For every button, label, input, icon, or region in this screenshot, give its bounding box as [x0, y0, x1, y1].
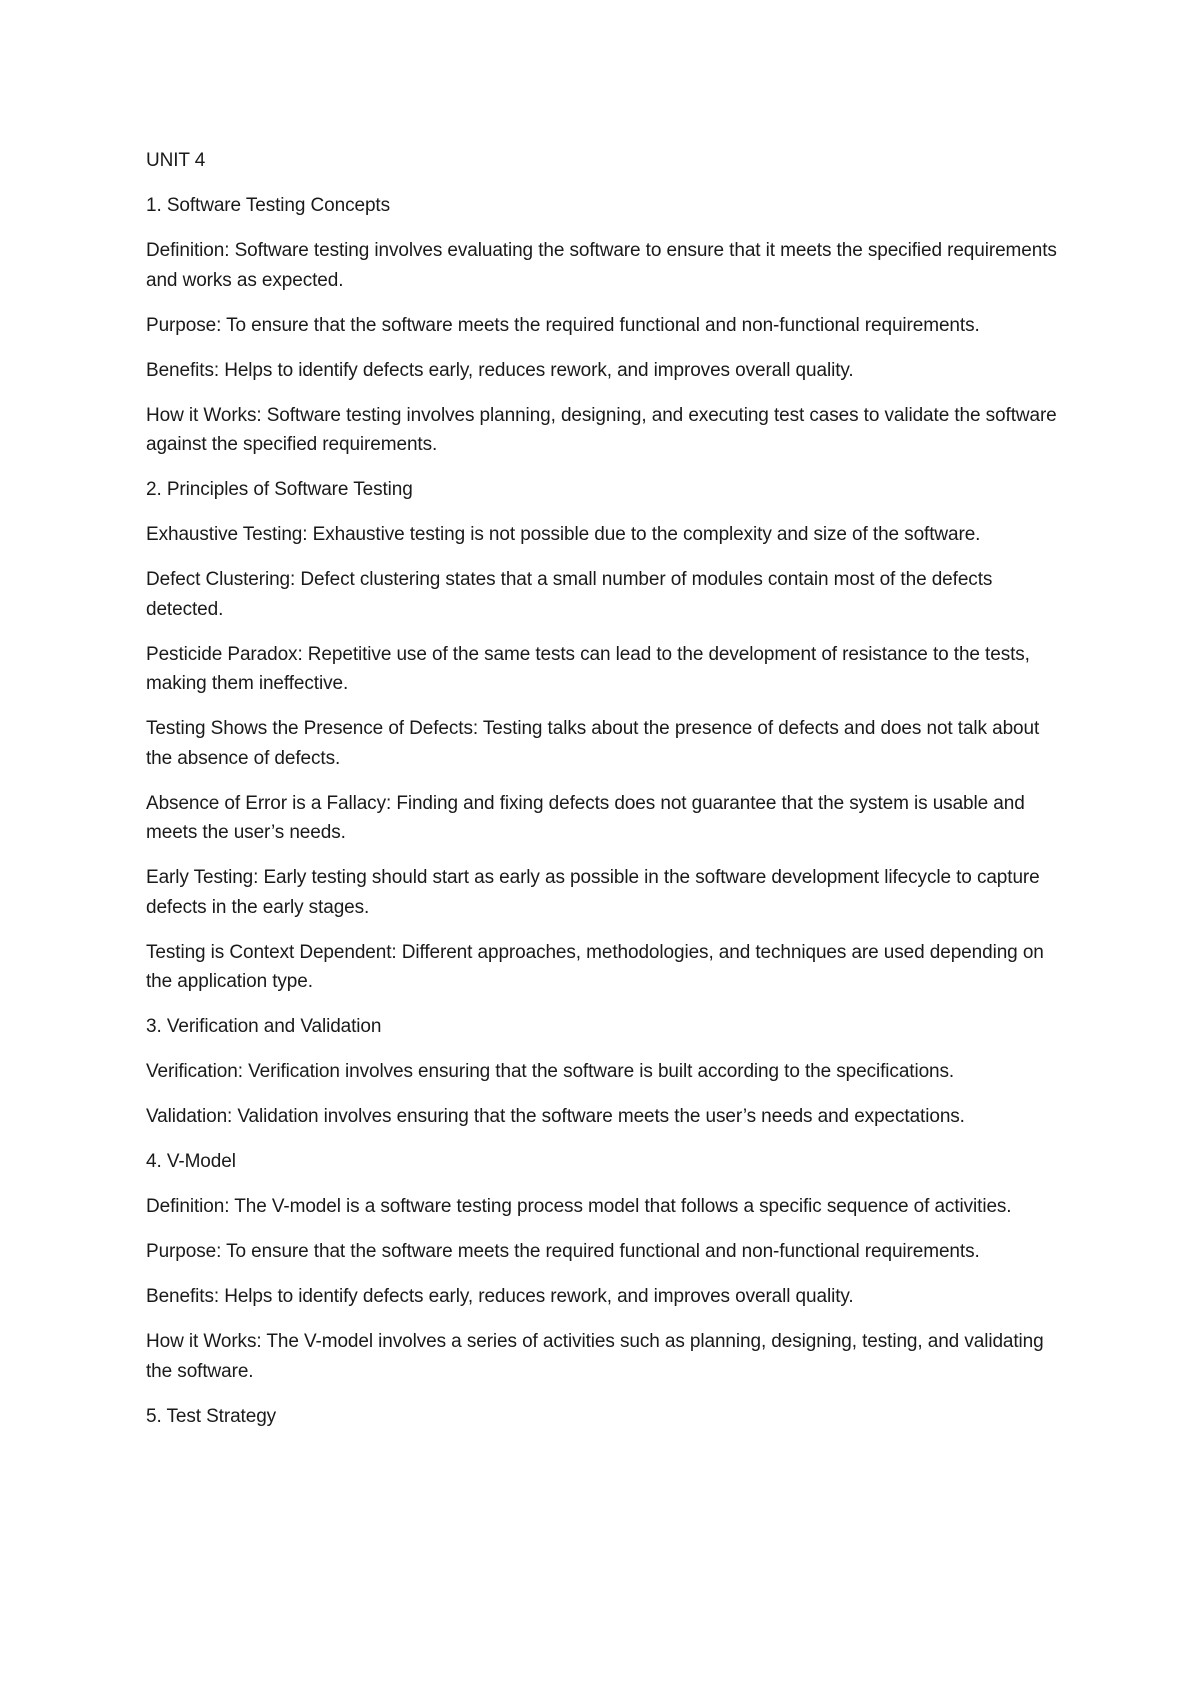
paragraph-pesticide-paradox: Pesticide Paradox: Repetitive use of the same tests can lead to the development of resistance to the tests, making them ineffective.	[146, 643, 1030, 694]
section-heading-software-testing-concepts: 1. Software Testing Concepts	[146, 195, 390, 216]
paragraph-absence-of-error: Absence of Error is a Fallacy: Finding and fixing defects does not guarantee that the system is usable and meets the user’s needs.	[146, 792, 1025, 843]
paragraph-context-dependent: Testing is Context Dependent: Different approaches, methodologies, and techniques are used depending on the application type.	[146, 941, 1044, 992]
paragraph-early-testing: Early Testing: Early testing should start as early as possible in the software development lifecycle to capture defects in the early stages.	[146, 867, 1040, 918]
paragraph-exhaustive-testing: Exhaustive Testing: Exhaustive testing is not possible due to the complexity and size of the software.	[146, 524, 981, 545]
section-heading-v-model: 4. V-Model	[146, 1151, 236, 1172]
paragraph-v-model-how-it-works: How it Works: The V-model involves a series of activities such as planning, designing, testing, and validating the software.	[146, 1331, 1044, 1382]
paragraph-validation: Validation: Validation involves ensuring that the software meets the user’s needs and expectations.	[146, 1106, 965, 1127]
paragraph-how-it-works: How it Works: Software testing involves planning, designing, and executing test cases to validate the software against the specified requirements.	[146, 404, 1057, 455]
paragraph-defect-clustering: Defect Clustering: Defect clustering states that a small number of modules contain most of the defects detected.	[146, 569, 993, 620]
unit-title: UNIT 4	[146, 150, 206, 171]
paragraph-benefits: Benefits: Helps to identify defects early, reduces rework, and improves overall quality.	[146, 359, 854, 381]
section-heading-verification-validation: 3. Verification and Validation	[146, 1016, 382, 1037]
paragraph-presence-of-defects: Testing Shows the Presence of Defects: Testing talks about the presence of defects and does not talk about the absence of defects.	[146, 718, 1040, 769]
paragraph-verification: Verification: Verification involves ensuring that the software is built according to the specifications.	[146, 1061, 955, 1082]
paragraph-purpose: Purpose: To ensure that the software meets the required functional and non-functional requirements.	[146, 314, 980, 336]
paragraph-definition: Definition: Software testing involves evaluating the software to ensure that it meets the specified requirements and works as expected.	[146, 240, 1057, 291]
paragraph-v-model-purpose: Purpose: To ensure that the software meets the required functional and non-functional requirements.	[146, 1241, 980, 1262]
section-heading-principles: 2. Principles of Software Testing	[146, 479, 413, 500]
paragraph-v-model-definition: Definition: The V-model is a software testing process model that follows a specific sequence of activities.	[146, 1196, 1012, 1217]
section-heading-test-strategy: 5. Test Strategy	[146, 1405, 277, 1427]
document-body	[146, 146, 1066, 1447]
paragraph-v-model-benefits: Benefits: Helps to identify defects early, reduces rework, and improves overall quality.	[146, 1286, 854, 1307]
